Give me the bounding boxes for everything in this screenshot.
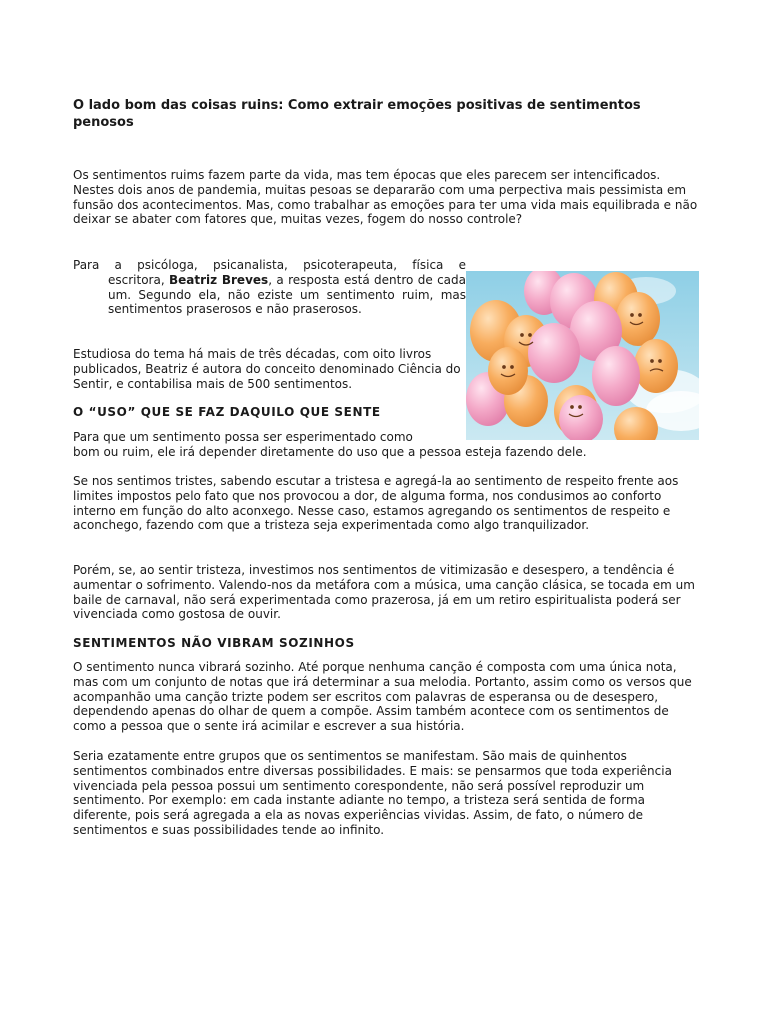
author-paragraph bbox=[73, 258, 466, 317]
author-paragraph-rest bbox=[73, 273, 466, 317]
groups-paragraph: Seria ezatamente entre grupos que os sentimentos se manifestam. São mais de quinhentos sentimentos combinados entre diversas possibilidades. E mais: se pensarmos que toda experiência vivenciada pela pessoa possui um sentimento corespondente, não será possível reproduzir um sentimento. Por exemplo: em cada instante adiante no tempo, a tristeza será sentida de forma diferente, pois será agregada a ela as novas experiências vividas. Assim, de fato, o número de sentimentos e suas possibilidades tende ao infinito. bbox=[73, 749, 672, 837]
author-paragraph-first-line: Para a psicóloga, psicanalista, psicoterapeuta, física e bbox=[73, 258, 466, 272]
intro-paragraph: Os sentimentos ruims fazem parte da vida, mas tem épocas que eles parecem ser intencificados. Nestes dois anos de pandemia, muitas pesoas se depararão com uma perpectiva mais pessimista em funsão dos acontecimentos. Mas, como trabalhar as emoções para ter uma vida mais equilibrada e não deixar se abater com fatores que, muitas vezes, fogem do nosso controle? bbox=[73, 168, 698, 227]
article-title: O lado bom das coisas ruins: Como extrair emoções positivas de sentimentos penosos bbox=[73, 98, 641, 130]
balloons-photo bbox=[466, 271, 699, 440]
section-heading-vibram: SENTIMENTOS NÃO VIBRAM SOZINHOS bbox=[73, 636, 355, 650]
author-name: Beatriz Breves bbox=[169, 272, 269, 287]
usage-paragraph-line1: Para que um sentimento possa ser esperimentado como bbox=[73, 430, 413, 444]
melody-paragraph: O sentimento nunca vibrará sozinho. Até porque nenhuma canção é composta com uma única nota, mas com um conjunto de notas que irá determinar a sua melodia. Portanto, assim como os versos que acompanhão uma canção trizte podem ser escritos com palavras de esperansa ou de desespero, dependendo apenas do olhar de quem a compõe. Assim também acontece com os sentimentos de como a pessoa que o sente irá acimilar e escrever a sua história. bbox=[73, 660, 692, 734]
usage-paragraph-line2: bom ou ruim, ele irá depender diretamente do uso que a pessoa esteja fazendo dele. bbox=[73, 444, 587, 459]
sadness-paragraph: Se nos sentimos tristes, sabendo escutar a tristesa e agregá-la ao sentimento de respeito frente aos limites impostos pelo fato que nos provocou a dor, de alguma forma, nos condusimos ao conforto interno em função do alto aconxego. Nesse caso, estamos agregando os sentimentos de respeito e aconchego, fazendo com que a tristeza seja experimentada como algo tranquilizador. bbox=[73, 474, 679, 533]
section-heading-uso: O “USO” QUE SE FAZ DAQUILO QUE SENTE bbox=[73, 405, 381, 419]
author-paragraph-tail: , a resposta está dentro de cada um. Segundo ela, não eziste um sentimento ruim, mas sentimentos praserosos e não praserosos. bbox=[108, 272, 466, 317]
research-paragraph: Estudiosa do tema há mais de três décadas, com oito livros publicados, Beatriz é autora do conceito denominado Ciência do Sentir, e contabilisa mais de 500 sentimentos. bbox=[73, 347, 461, 391]
author-intro-text: escritora, bbox=[108, 272, 170, 287]
music-paragraph: Porém, se, ao sentir tristeza, investimos nos sentimentos de vitimizasão e desespero, a tendência é aumentar o sofrimento. Valendo-nos da metáfora com a música, uma canção clásica, se tocada em um baile de carnaval, não será experimentada como prazerosa, já em um retiro espiritualista poderá ser vivenciada como gostosa de ouvir. bbox=[73, 563, 695, 622]
